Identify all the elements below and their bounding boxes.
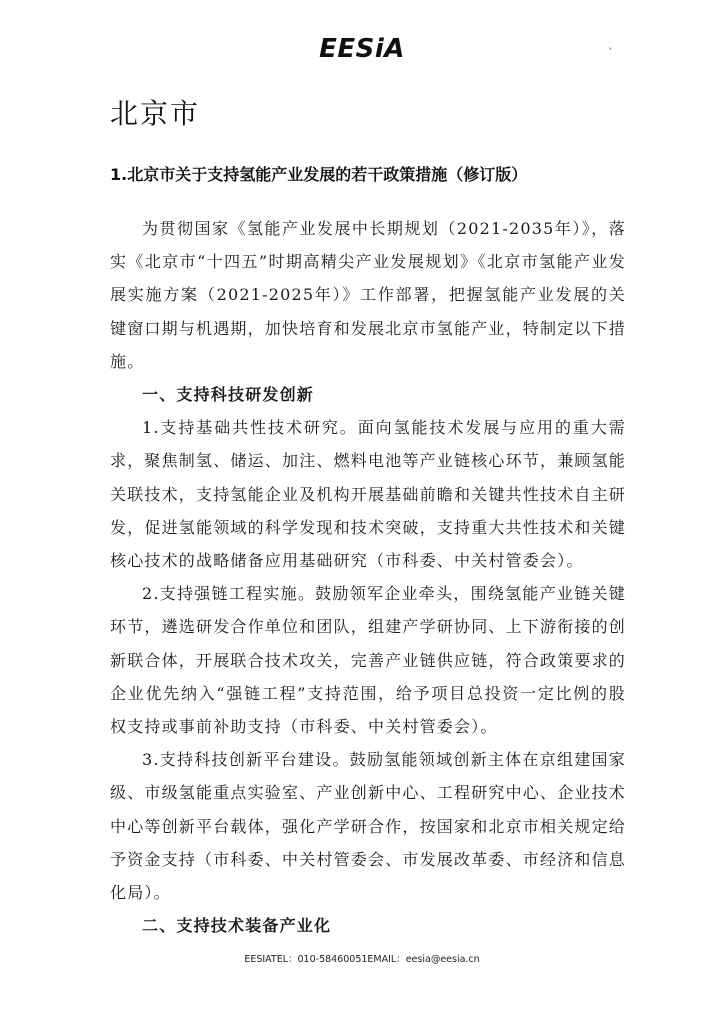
policy-item-2: 2.支持强链工程实施。鼓励领军企业牵头，围绕氢能产业链关键环节，遴选研发合作单位和团队，组建产学研协同、上下游衔接的创新联合体，开展联合技术攻关，完善产业链供应链，符合政策要求的企业优先纳入“强链工程”支持范围，给予项目总投资一定比例的股权支持或事前补助支持（市科委、中关村管委会）。	[110, 584, 627, 737]
footer-contact: EESIATEL：010-58460051EMAIL：eesia@eesia.cn	[244, 954, 480, 965]
policy-item-3: 3.支持科技创新平台建设。鼓励氢能领域创新主体在京组建国家级、市级氢能重点实验室、产业创新中心、工程研究中心、企业技术中心等创新平台载体，强化产学研合作，按国家和北京市相关规定给予资金支持（市科委、中关村管委会、市发展改革委、市经济和信息化局）。	[110, 750, 627, 903]
section-heading-1: 一、支持科技研发创新	[142, 385, 315, 405]
city-title: 北京市	[110, 97, 201, 130]
policy-item-1: 1.支持基础共性技术研究。面向氢能技术发展与应用的重大需求，聚焦制氢、储运、加注、燃料电池等产业链核心环节，兼顾氢能关联技术，支持氢能企业及机构开展基础前瞻和关键共性技术自主研发，促进氢能领域的科学发现和技术突破，支持重大共性技术和关键核心技术的战略储备应用基础研究（市科委、中关村管委会）。	[110, 418, 627, 571]
corner-mark: `	[608, 46, 614, 59]
eesia-logo: EESiA	[319, 34, 405, 64]
document-body	[110, 212, 626, 942]
section-heading-2: 二、支持技术装备产业化	[142, 916, 332, 936]
policy-title: 1.北京市关于支持氢能产业发展的若干政策措施（修订版）	[110, 165, 528, 184]
intro-paragraph: 为贯彻国家《氢能产业发展中长期规划（2021-2035年）》，落实《北京市“十四五”时期高精尖产业发展规划》《北京市氢能产业发展实施方案（2021-2025年）》工作部署，把握氢能产业发展的关键窗口期与机遇期，加快培育和发展北京市氢能产业，特制定以下措施。	[110, 219, 627, 371]
